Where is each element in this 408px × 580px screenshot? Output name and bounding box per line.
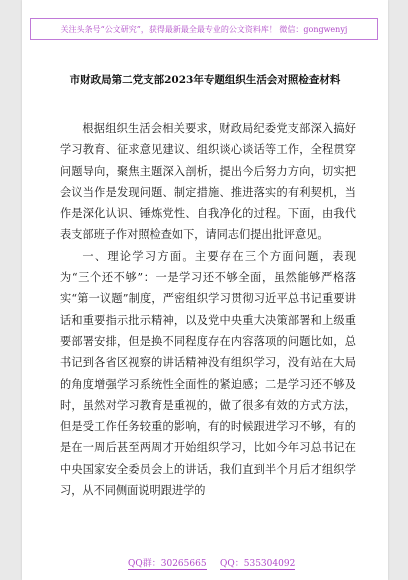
paragraph-theory-study: 一、理论学习方面。主要存在三个方面问题，表现为“三个还不够”：一是学习还不够全面，虽然能够严格落实“第一议题”制度，严密组织学习贯彻习近平总书记重要讲话和重要指示批示精神，以及党中央重大决策部署和上级重要部署安排，但是换不同程度存在内容落项的问题比如，总书记到各省区视察的讲话精神没有组织学习，没有站在大局的角度增强学习系统性全面性的紧迫感；二是学习还不够及时，虽然对学习教育是重视的，做了很多有效的方式方法，但是受工作任务较重的影响，有的时候跟进学习不够，有的是在一周后甚至两周才开始组织学习，比如今年习总书记在中央国家安全委员会上的讲话，我们直到半个月后才组织学习，从不同侧面说明跟进学的 bbox=[60, 249, 356, 498]
document-body bbox=[60, 118, 356, 501]
document-title: 市财政局第二党支部2023年专题组织生活会对照检查材料 bbox=[69, 74, 341, 86]
qq-group-link[interactable]: QQ群：30265665 bbox=[128, 556, 207, 570]
qq-contact-link[interactable]: QQ：535304092 bbox=[220, 556, 295, 570]
paragraph-intro: 根据组织生活会相关要求，财政局纪委党支部深入搞好学习教育、征求意见建议、组织谈心谈话等工作，全程贯穿问题导向，聚焦主题深入剖析，提出今后努力方向，切实把会议当作是发现问题、制定措施、推进落实的有利契机，当作是深化认识、锤炼党性、自我净化的过程。下面，由我代表支部班子作对照检查如下，请同志们提出批评意见。 bbox=[60, 122, 356, 242]
promo-banner: 关注头条号“公文研究”，获得最新最全最专业的公文资料库！ 微信：gongwenyj bbox=[30, 18, 378, 40]
